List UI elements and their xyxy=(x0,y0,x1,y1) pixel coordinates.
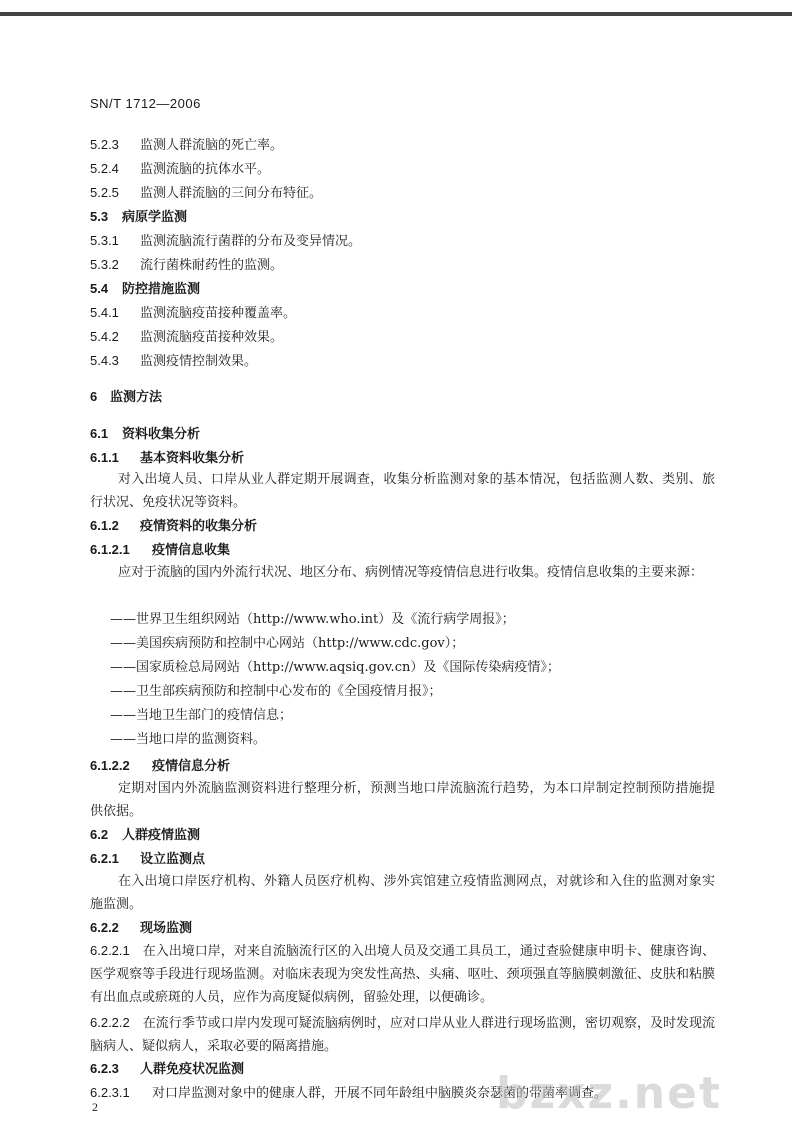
paragraph-6-1-1: 对入出境人员、口岸从业人群定期开展调查，收集分析监测对象的基本情况，包括监测人数、类别、旅行状况、免疫状况等资料。 xyxy=(90,472,715,510)
clause-5-2-3: 5.2.3 监测人群流脑的死亡率。 xyxy=(90,137,284,153)
section-6-title: 6 监测方法 xyxy=(90,389,163,405)
clause-5-2-4: 5.2.4 监测流脑的抗体水平。 xyxy=(90,161,271,177)
source-list-item: ——当地卫生部门的疫情信息； xyxy=(110,708,293,723)
paragraph-6-1-2-1: 应对于流脑的国内外流行状况、地区分布、病例情况等疫情信息进行收集。疫情信息收集的主要来源： xyxy=(118,565,704,580)
paragraph-6-2-3-1: 6.2.3.1 对口岸监测对象中的健康人群，开展不同年龄组中脑膜炎奈瑟菌的带菌率调查。 xyxy=(90,1085,608,1101)
clause-5-4-3: 5.4.3 监测疫情控制效果。 xyxy=(90,353,258,369)
paragraph-6-2-2-1: 6.2.2.1 在入出境口岸，对来自流脑流行区的入出境人员及交通工具员工，通过查验健康申明卡、健康咨询、医学观察等手段进行现场监测。对临床表现为突发性高热、头痛、呕吐、颈项强直等脑膜刺激征、皮肤和粘膜有出血点或瘀斑的人员，应作为高度疑似病例，留验处理，以便确诊。 xyxy=(90,943,715,1005)
source-list-item: ——当地口岸的监测资料。 xyxy=(110,732,267,747)
page-number: 2 xyxy=(92,1100,98,1114)
paragraph-6-2-2-2: 6.2.2.2 在流行季节或口岸内发现可疑流脑病例时，应对口岸从业人群进行现场监测，密切观察，及时发现流脑病人、疑似病人，采取必要的隔离措施。 xyxy=(90,1015,715,1054)
heading-6-2-2: 6.2.2 现场监测 xyxy=(90,920,193,936)
heading-6-1-2: 6.1.2 疫情资料的收集分析 xyxy=(90,518,258,534)
heading-6-1-1: 6.1.1 基本资料收集分析 xyxy=(90,450,245,466)
paragraph-6-2-1: 在入出境口岸医疗机构、外籍人员医疗机构、涉外宾馆建立疫情监测网点，对就诊和入住的监测对象实施监测。 xyxy=(90,874,715,912)
source-list-item: ——卫生部疾病预防和控制中心发布的《全国疫情月报》； xyxy=(110,684,442,699)
heading-6-2-3: 6.2.3 人群免疫状况监测 xyxy=(90,1061,245,1077)
clause-5-3-1: 5.3.1 监测流脑流行菌群的分布及变异情况。 xyxy=(90,233,362,249)
heading-6-1: 6.1 资料收集分析 xyxy=(90,426,201,442)
heading-5-3: 5.3 病原学监测 xyxy=(90,209,188,225)
clause-5-4-2: 5.4.2 监测流脑疫苗接种效果。 xyxy=(90,329,284,345)
clause-5-3-2: 5.3.2 流行菌株耐药性的监测。 xyxy=(90,257,284,273)
clause-5-4-1: 5.4.1 监测流脑疫苗接种覆盖率。 xyxy=(90,305,297,321)
clause-5-2-5: 5.2.5 监测人群流脑的三间分布特征。 xyxy=(90,185,323,201)
heading-6-2-1: 6.2.1 设立监测点 xyxy=(90,851,206,867)
source-list-item: ——美国疾病预防和控制中心网站（http://www.cdc.gov）； xyxy=(110,636,465,651)
heading-6-1-2-2: 6.1.2.2 疫情信息分析 xyxy=(90,758,231,774)
source-list-item: ——国家质检总局网站（http://www.aqsiq.gov.cn）及《国际传染病疫情》； xyxy=(110,660,560,675)
standard-code: SN/T 1712—2006 xyxy=(90,96,201,111)
source-list-item: ——世界卫生组织网站（http://www.who.int）及《流行病学周报》； xyxy=(110,612,515,627)
heading-6-1-2-1: 6.1.2.1 疫情信息收集 xyxy=(90,542,231,558)
heading-5-4: 5.4 防控措施监测 xyxy=(90,281,201,297)
paragraph-6-1-2-2: 定期对国内外流脑监测资料进行整理分析，预测当地口岸流脑流行趋势，为本口岸制定控制预防措施提供依据。 xyxy=(90,781,715,819)
heading-6-2: 6.2 人群疫情监测 xyxy=(90,827,201,843)
watermark-logo: bzxz.net xyxy=(496,1068,723,1119)
